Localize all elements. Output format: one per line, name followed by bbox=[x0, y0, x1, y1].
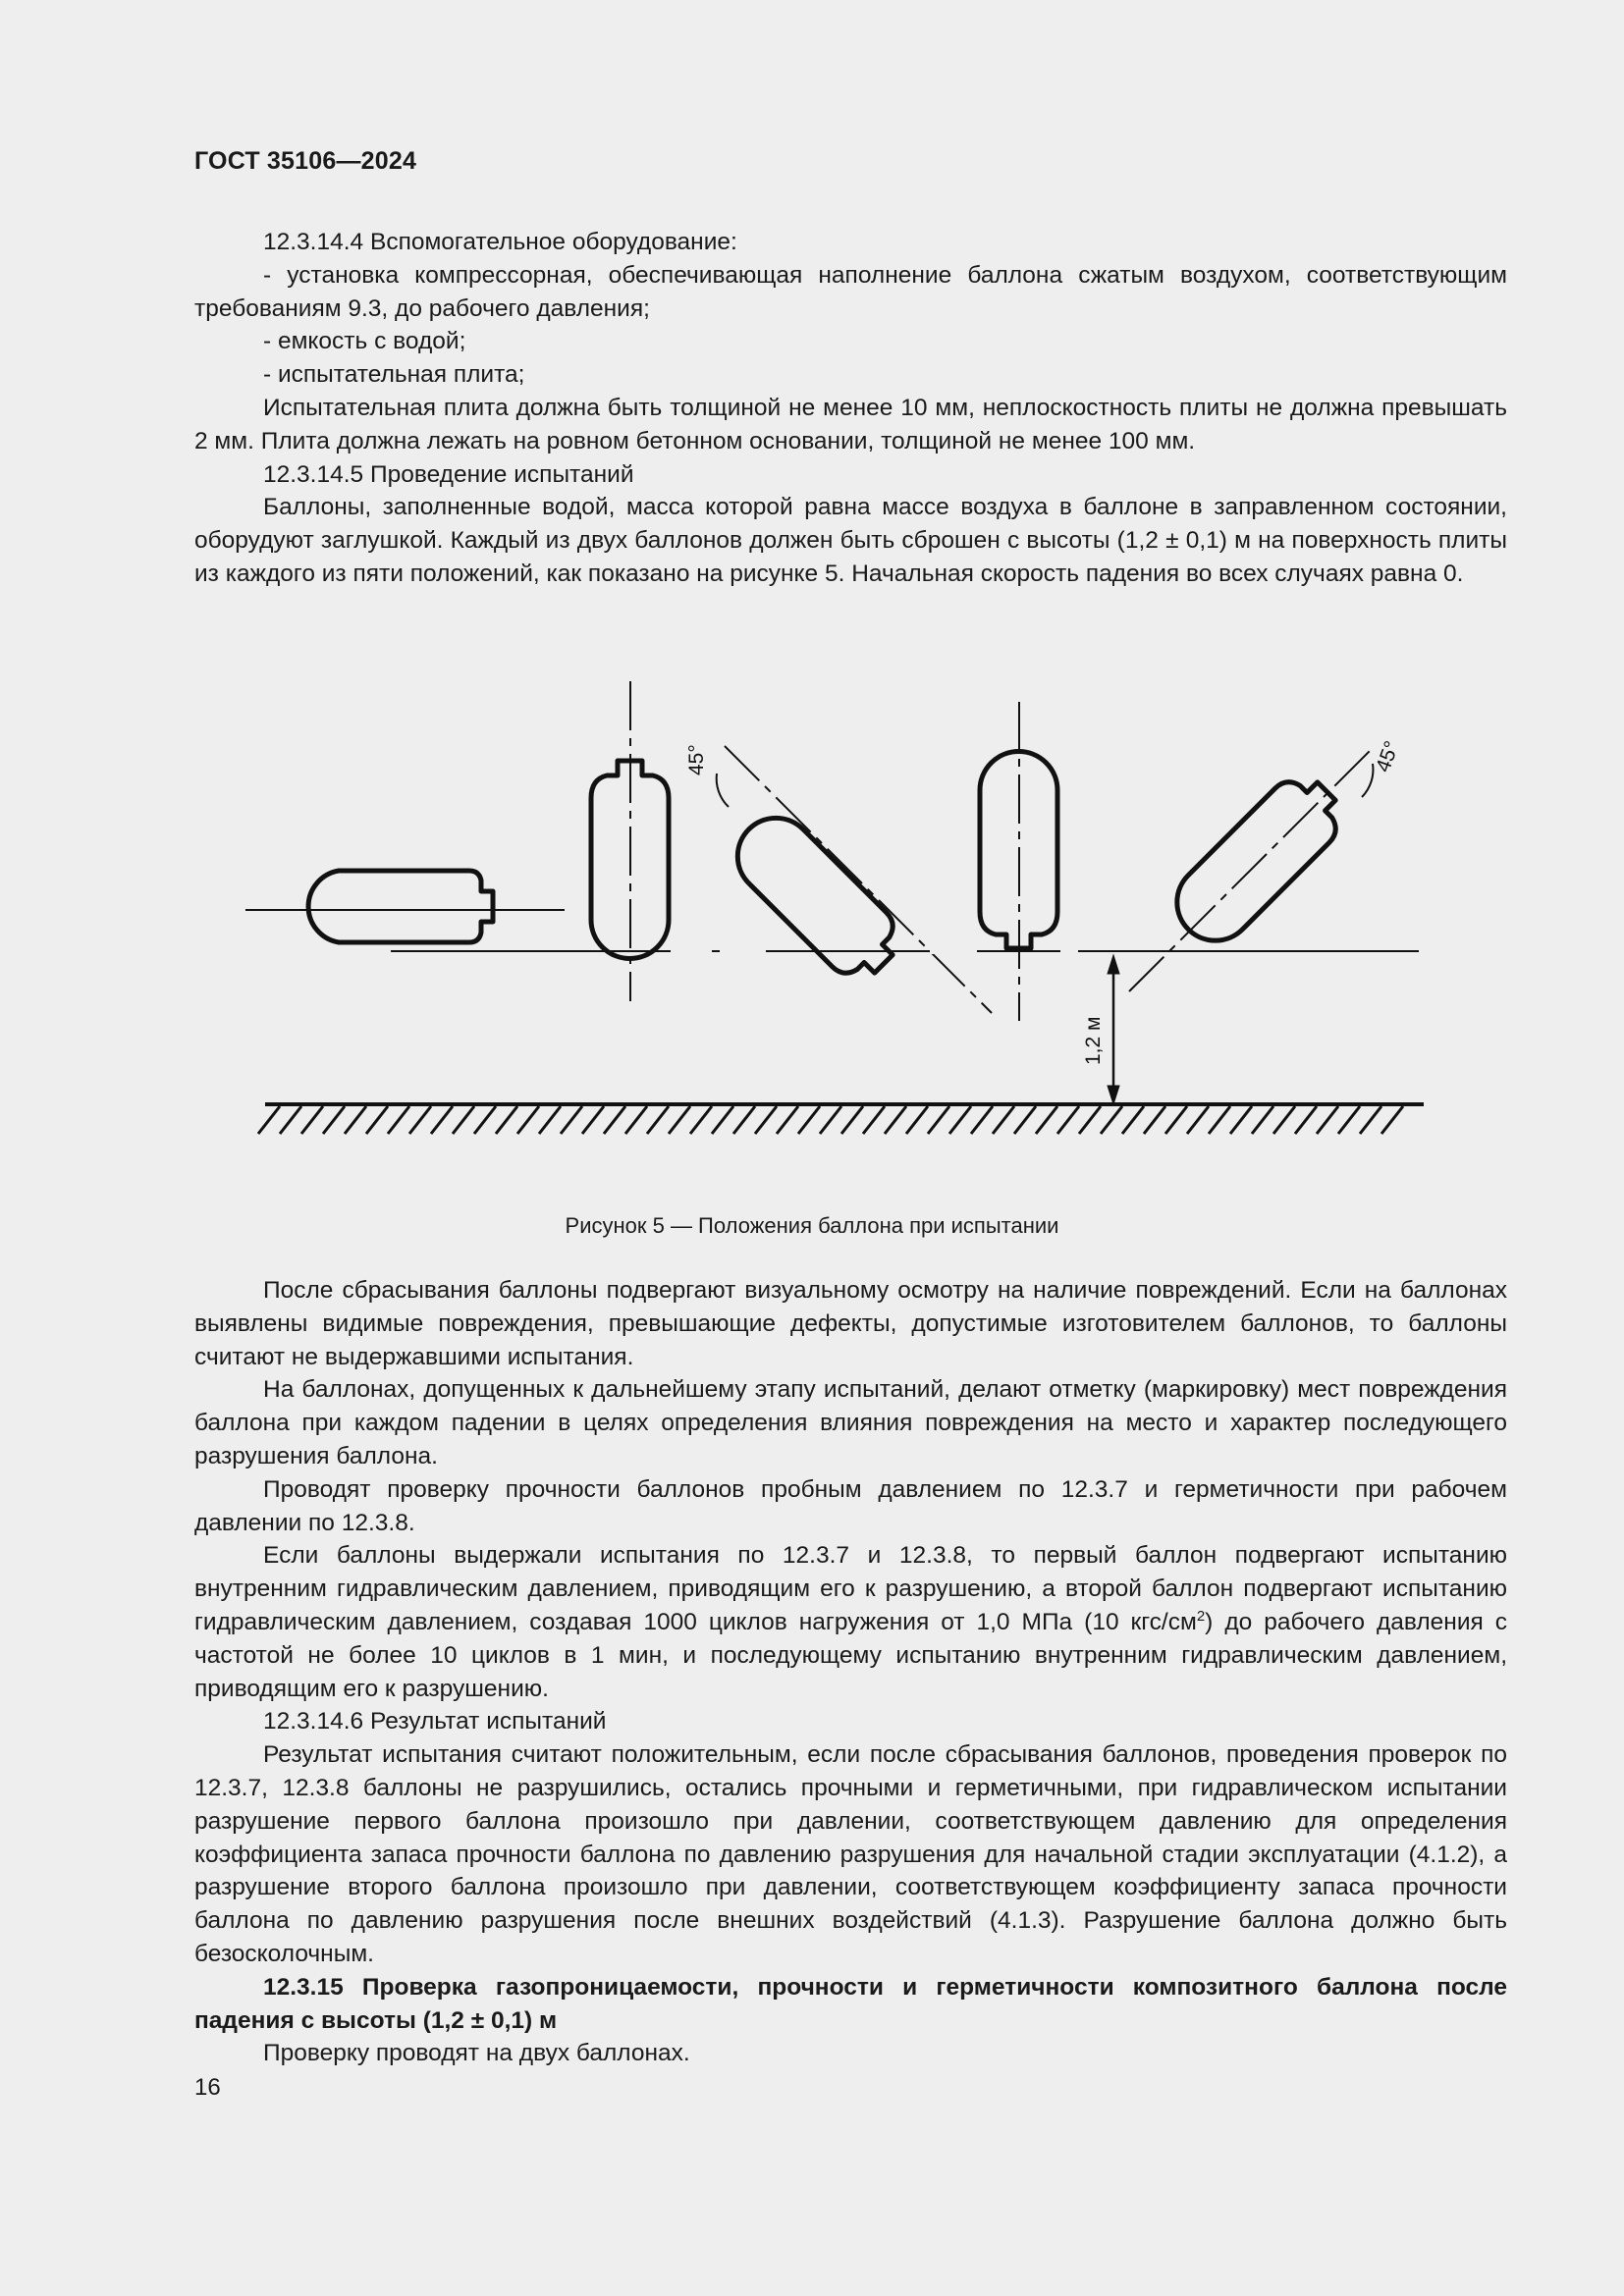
ground-hatch-mark bbox=[1252, 1106, 1273, 1134]
ground-hatch-mark bbox=[1101, 1106, 1122, 1134]
superscript: 2 bbox=[1196, 1607, 1206, 1625]
ground-hatch-mark bbox=[690, 1106, 712, 1134]
ground-hatch-mark bbox=[582, 1106, 604, 1134]
ground-hatch-mark bbox=[561, 1106, 582, 1134]
ground-hatch-mark bbox=[453, 1106, 474, 1134]
paragraph: После сбрасывания баллоны подвергают визуальному осмотру на наличие повреждений. Если на баллонах выявлены видимые повреждения, превышающие дефекты, допустимые изготовителем баллонов, то баллоны считают не выдержавшими испытания. bbox=[194, 1277, 1507, 1370]
ground-hatch-mark bbox=[388, 1106, 409, 1134]
ground-hatch-mark bbox=[841, 1106, 863, 1134]
ground-hatch-mark bbox=[1144, 1106, 1165, 1134]
ground-hatch-mark bbox=[1230, 1106, 1252, 1134]
ground-hatch-mark bbox=[906, 1106, 928, 1134]
cylinder-horizontal-body bbox=[308, 871, 493, 942]
paragraph: Проводят проверку прочности баллонов пробным давлением по 12.3.7 и герметичности при рабочем давлении по 12.3.8. bbox=[194, 1475, 1507, 1536]
list-item: - емкость с водой; bbox=[263, 328, 466, 355]
ground-hatch-mark bbox=[971, 1106, 993, 1134]
ground-hatch-mark bbox=[647, 1106, 669, 1134]
ground-hatch-mark bbox=[1014, 1106, 1036, 1134]
document-header: ГОСТ 35106—2024 bbox=[194, 147, 417, 175]
ground-hatch-mark bbox=[1360, 1106, 1381, 1134]
list-item: - установка компрессорная, обеспечивающая наполнение баллона сжатым воздухом, соответствующим требованиям 9.3, до рабочего давления; bbox=[194, 261, 1507, 322]
ground-hatch-mark bbox=[1295, 1106, 1317, 1134]
ground-hatch-mark bbox=[1381, 1106, 1403, 1134]
ground-hatch-mark bbox=[928, 1106, 949, 1134]
angle-label-right: 45° bbox=[1372, 737, 1404, 775]
ground-hatch-mark bbox=[258, 1106, 280, 1134]
ground-hatch-mark bbox=[1122, 1106, 1144, 1134]
section-heading: 12.3.14.5 Проведение испытаний bbox=[263, 460, 634, 488]
paragraph: 12.3.14.4 Вспомогательное оборудование: bbox=[263, 229, 737, 255]
ground-hatch-mark bbox=[517, 1106, 539, 1134]
section-heading-bold: 12.3.15 Проверка газопроницаемости, прочности и герметичности композитного баллона после падения с высоты (1,2 ± 0,1) м bbox=[194, 1973, 1507, 2034]
ground-hatch-mark bbox=[712, 1106, 733, 1134]
ground-hatch-mark bbox=[409, 1106, 431, 1134]
ground-hatch-mark bbox=[474, 1106, 496, 1134]
text-run: ) до рабочего давления с частотой не более 10 циклов в 1 мин, и последующему испытанию внутренним гидравлическим давлением, приводящим его к разрушению. bbox=[194, 1608, 1507, 1702]
ground-hatch-mark bbox=[366, 1106, 388, 1134]
section-heading: 12.3.14.6 Результат испытаний bbox=[263, 1708, 607, 1735]
ground-hatch-mark bbox=[539, 1106, 561, 1134]
paragraph: На баллонах, допущенных к дальнейшему этапу испытаний, делают отметку (маркировку) мест повреждения баллона при каждом падении в целях определения влияния повреждения на место и характер последующего разрушения баллона. bbox=[194, 1376, 1507, 1469]
ground-hatch-mark bbox=[604, 1106, 625, 1134]
ground-hatch-mark bbox=[1057, 1106, 1079, 1134]
ground-hatch-mark bbox=[625, 1106, 647, 1134]
height-label: 1,2 м bbox=[1082, 1016, 1105, 1065]
ground-hatch-mark bbox=[949, 1106, 971, 1134]
paragraph bbox=[194, 1539, 1507, 1705]
ground-hatch-mark bbox=[733, 1106, 755, 1134]
ground-hatch-mark bbox=[496, 1106, 517, 1134]
bottom-text-block bbox=[194, 1274, 1507, 2070]
figure-caption: Рисунок 5 — Положения баллона при испытании bbox=[565, 1213, 1059, 1238]
angle-label-left: 45° bbox=[685, 744, 708, 775]
figure-cylinder-positions bbox=[0, 667, 1624, 1158]
ground-hatch-mark bbox=[1273, 1106, 1295, 1134]
ground-hatch-mark bbox=[669, 1106, 690, 1134]
height-dimension bbox=[1108, 955, 1119, 1104]
ground-hatch-mark bbox=[345, 1106, 366, 1134]
cylinder-tilted-down bbox=[722, 802, 910, 990]
text-run: Если баллоны выдержали испытания по 12.3.7 и 12.3.8, то первый баллон подвергают испытанию внутренним гидравлическим давлением, приводящим его к разрушению, а второй баллон подвергают испытанию гидравлическим давлением, создавая 1000 циклов нагружения от 1,0 МПа (10 кгс/см bbox=[194, 1542, 1507, 1635]
ground-hatch-mark bbox=[798, 1106, 820, 1134]
ground-hatch-mark bbox=[820, 1106, 841, 1134]
list-item: - испытательная плита; bbox=[263, 361, 525, 389]
ground-hatch-mark bbox=[1079, 1106, 1101, 1134]
ground-hatch-mark bbox=[1317, 1106, 1338, 1134]
top-text-block bbox=[194, 226, 1507, 591]
ground-hatch-mark bbox=[1165, 1106, 1187, 1134]
paragraph: Результат испытания считают положительным, если после сбрасывания баллонов, проведения проверок по 12.3.7, 12.3.8 баллоны не разрушились, остались прочными и герметичными, при гидравлическом испытании разрушение первого баллона произошло при давлении, соответствующем давлению для определения коэффициента запаса прочности баллона по давлению разрушения для начальной стадии эксплуатации (4.1.2), а разрушение второго баллона произошло при давлении, соответствующем коэффициенту запаса прочности баллона по давлению разрушения после внешних воздействий (4.1.3). Разрушение баллона должно быть безосколочным. bbox=[194, 1741, 1507, 1967]
page-number: 16 bbox=[194, 2074, 221, 2101]
cylinder-horizontal bbox=[299, 910, 492, 934]
ground-hatch-mark bbox=[1209, 1106, 1230, 1134]
ground-hatch-mark bbox=[993, 1106, 1014, 1134]
ground-hatch-mark bbox=[1338, 1106, 1360, 1134]
paragraph: Испытательная плита должна быть толщиной не менее 10 мм, неплоскостность плиты не должна превышать 2 мм. Плита должна лежать на ровном бетонном основании, толщиной не менее 100 мм. bbox=[194, 394, 1507, 454]
ground-hatch-mark bbox=[885, 1106, 906, 1134]
paragraph: Проверку проводят на двух баллонах. bbox=[263, 2040, 690, 2067]
ground-hatch-mark bbox=[863, 1106, 885, 1134]
ground-hatch-mark bbox=[301, 1106, 323, 1134]
ground-hatch-mark bbox=[280, 1106, 301, 1134]
paragraph: Баллоны, заполненные водой, масса которой равна массе воздуха в баллоне в заправленном состоянии, оборудуют заглушкой. Каждый из двух баллонов должен быть сброшен с высоты (1,2 ± 0,1) м на поверхность плиты из каждого из пяти положений, как показано на рисунке 5. Начальная скорость падения во всех случаях равна 0. bbox=[194, 494, 1507, 587]
ground-hatch-mark bbox=[755, 1106, 777, 1134]
ground-hatch-mark bbox=[1036, 1106, 1057, 1134]
ground-hatch-mark bbox=[431, 1106, 453, 1134]
ground-hatch-mark bbox=[323, 1106, 345, 1134]
ground-hatch-mark bbox=[1187, 1106, 1209, 1134]
cylinder-tilted-up bbox=[1162, 764, 1354, 956]
ground-hatch-mark bbox=[777, 1106, 798, 1134]
